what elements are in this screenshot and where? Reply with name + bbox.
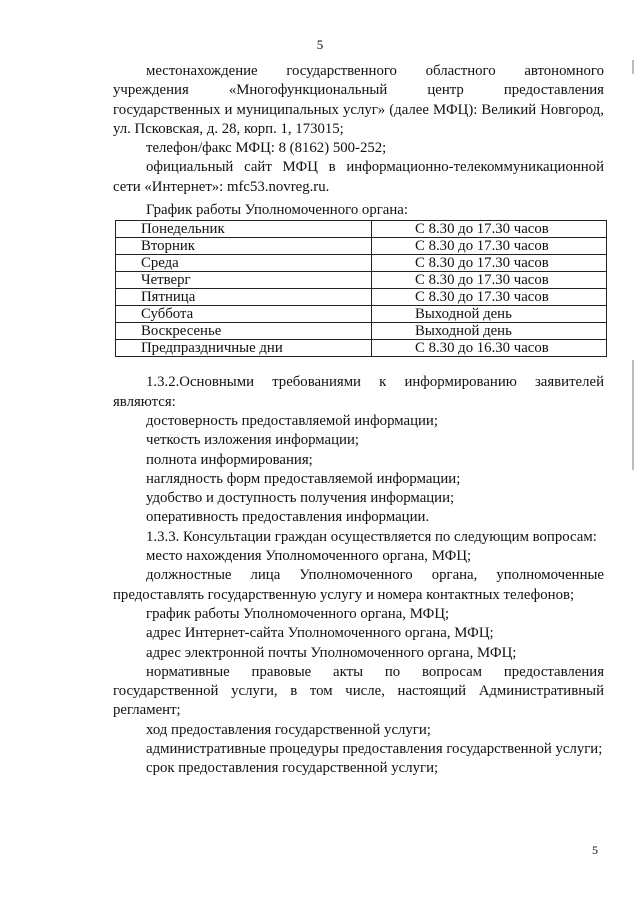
requirement-item: удобство и доступность получения информации; (146, 490, 455, 507)
scan-edge-mark (632, 360, 634, 470)
schedule-hours: С 8.30 до 16.30 часов (372, 340, 607, 357)
schedule-day: Воскресенье (116, 323, 372, 340)
page-number-top: 5 (316, 37, 324, 52)
consult-item: место нахождения Уполномоченного органа, МФЦ; (146, 548, 472, 565)
consult-heading: 1.3.3. Консультации граждан осуществляется по следующим вопросам: (146, 528, 597, 545)
consult-item: адрес электронной почты Уполномоченного органа, МФЦ; (146, 644, 517, 661)
schedule-day: Четверг (116, 272, 372, 289)
schedule-table (115, 220, 607, 357)
schedule-day: Вторник (116, 238, 372, 255)
page-number-bottom: 5 (592, 843, 598, 857)
requirement-item: четкость изложения информации; (146, 432, 359, 449)
table-row (116, 340, 607, 357)
schedule-hours: С 8.30 до 17.30 часов (372, 221, 607, 238)
schedule-hours: С 8.30 до 17.30 часов (372, 238, 607, 255)
schedule-hours: С 8.30 до 17.30 часов (372, 255, 607, 272)
spacer (113, 357, 604, 373)
schedule-day: Пятница (116, 289, 372, 306)
consult-item: должностные лица Уполномоченного органа, уполномоченные предоставлять государственную услугу и номера контактных телефонов; (113, 567, 604, 603)
table-row (116, 306, 607, 323)
scan-edge-mark (632, 60, 634, 74)
table-row (116, 221, 607, 238)
requirement-item: наглядность форм предоставляемой информации; (146, 470, 461, 487)
mfc-phone-paragraph: телефон/факс МФЦ: 8 (8162) 500-252; (146, 140, 387, 157)
schedule-hours: С 8.30 до 17.30 часов (372, 272, 607, 289)
mfc-address-paragraph: местонахождение государственного областного автономного учреждения «Многофункциональный центр предоставления государственных и муниципальных услуг» (далее МФЦ): Великий Новгород, ул. Псковская, д. 28, корп. 1, 173015; (113, 63, 604, 137)
requirements-heading: 1.3.2.Основными требованиями к информированию заявителей являются: (113, 374, 604, 410)
schedule-day: Суббота (116, 306, 372, 323)
consult-item: нормативные правовые акты по вопросам предоставления государственной услуги, в том числе, настоящий Административный регламент; (113, 663, 604, 719)
schedule-day: Среда (116, 255, 372, 272)
schedule-hours: С 8.30 до 17.30 часов (372, 289, 607, 306)
requirement-item: достоверность предоставляемой информации; (146, 412, 438, 429)
table-row (116, 289, 607, 306)
schedule-hours: Выходной день (372, 323, 607, 340)
document-body (113, 62, 604, 779)
consult-item: административные процедуры предоставления государственной услуги; (146, 741, 603, 758)
schedule-caption: График работы Уполномоченного органа: (146, 202, 408, 219)
consult-item: ход предоставления государственной услуги; (146, 721, 431, 738)
schedule-day: Понедельник (116, 221, 372, 238)
schedule-day: Предпраздничные дни (116, 340, 372, 357)
consult-item: срок предоставления государственной услуги; (146, 760, 439, 777)
requirement-item: полнота информирования; (146, 451, 313, 468)
mfc-website-paragraph: официальный сайт МФЦ в информационно-телекоммуникационной сети «Интернет»: mfc53.novreg.ru. (113, 159, 604, 195)
table-row (116, 238, 607, 255)
consult-item: адрес Интернет-сайта Уполномоченного органа, МФЦ; (146, 625, 494, 642)
requirement-item: оперативность предоставления информации. (146, 509, 430, 526)
table-row (116, 255, 607, 272)
consult-item: график работы Уполномоченного органа, МФЦ; (146, 605, 450, 622)
table-row (116, 272, 607, 289)
schedule-hours: Выходной день (372, 306, 607, 323)
table-row (116, 323, 607, 340)
